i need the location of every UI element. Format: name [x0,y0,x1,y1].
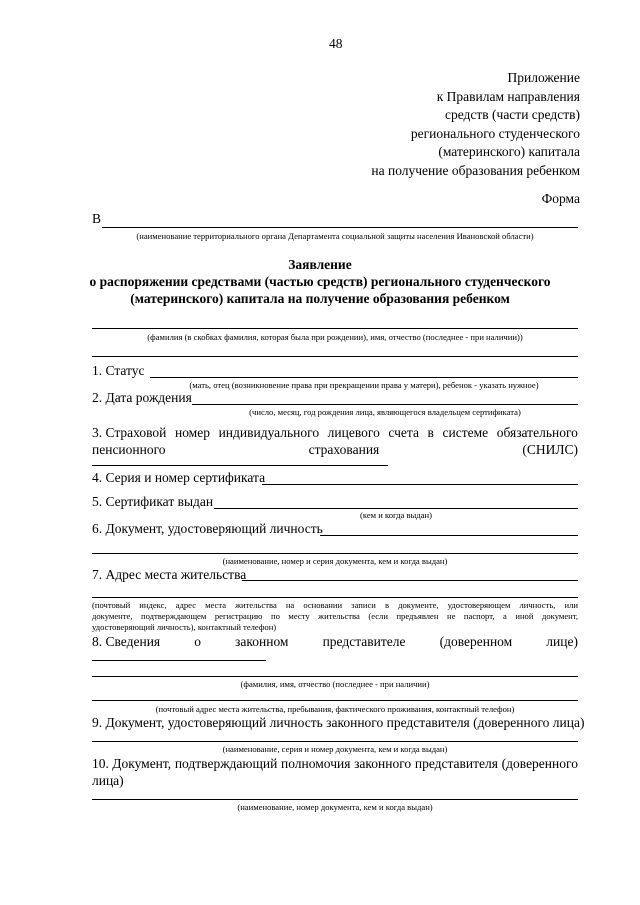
representative-address-hint: (почтовый адрес места жительства, пребывания, фактического проживания, контактный телефон) [155,704,515,714]
snils-word: 3. Страховой [92,425,167,440]
address-field-extra[interactable] [92,597,578,598]
address-hint: документе, подтверждающем регистрацию по месту жительства (если предъявлен не паспорт, а иной документ, [92,611,578,621]
representative-label [92,635,578,649]
addressee-field[interactable] [102,227,578,228]
authority-word: подтверждающий [174,756,278,771]
snils-field[interactable] [92,465,388,466]
applicant-name-field-extra[interactable] [92,356,578,357]
appendix-line: (материнского) капитала [438,144,580,159]
address-hint: (почтовый индекс, адрес места жительства на основании записи в документе, удостоверяющем личность, или [92,600,578,610]
appendix-block [371,69,580,180]
title-heading: Заявление [288,257,352,272]
snils-word: лицевого [327,425,380,440]
applicant-name-hint: (фамилия (в скобках фамилия, которая была при рождении), имя, отчество (последнее - при наличии)) [147,332,523,342]
authority-word: (доверенного [501,756,578,771]
snils-word: (СНИЛС) [522,442,578,457]
issued-hint: (кем и когда выдан) [360,510,432,520]
rep-word: 8. Сведения [92,634,161,649]
representative-doc-label: 9. Документ, удостоверяющий личность законного представителя (доверенного лица) [92,715,585,730]
page-number: 48 [329,36,343,51]
addressee-hint: (наименование территориального органа Департамента социальной защиты населения Ивановской области) [136,231,534,241]
authority-doc-hint: (наименование, номер документа, кем и когда выдан) [237,802,433,812]
snils-word: индивидуального [218,425,320,440]
address-hint: удостоверяющий личность), контактный телефон) [92,622,277,632]
identity-doc-field[interactable] [320,535,578,536]
status-hint: (мать, отец (возникновение права при прекращении права у матери), ребенок - указать нужное) [189,380,539,390]
issued-field[interactable] [214,508,578,509]
rep-word: лице) [546,634,578,649]
snils-word: номер [174,425,210,440]
identity-doc-hint: (наименование, номер и серия документа, кем и когда выдан) [222,556,448,566]
snils-word: в [427,425,434,440]
snils-word: счета [388,425,419,440]
authority-word: представителя [414,756,498,771]
representative-doc-field[interactable] [92,741,578,742]
snils-label-line1 [92,426,578,440]
status-field[interactable] [150,377,578,378]
rep-word: законном [235,634,289,649]
status-label: 1. Статус [92,363,145,378]
certificate-field[interactable] [262,484,578,485]
issued-label: 5. Сертификат выдан [92,494,214,509]
certificate-label: 4. Серия и номер сертификата [92,470,266,485]
snils-word: страхования [308,442,380,457]
applicant-name-field[interactable] [92,328,578,329]
representative-field[interactable] [92,660,266,661]
birth-date-label: 2. Дата рождения [92,390,192,405]
appendix-line: к Правилам направления [436,88,580,104]
rep-word: (доверенном [439,634,513,649]
form-label: Форма [541,191,580,206]
birth-date-field[interactable] [192,404,578,405]
address-label: 7. Адрес места жительства [92,567,247,582]
authority-doc-field[interactable] [92,799,578,800]
appendix-line: на получение образования ребенком [371,162,580,178]
birth-date-hint: (число, месяц, год рождения лица, являющегося владельцем сертификата) [249,407,521,417]
representative-address-field[interactable] [92,700,578,701]
authority-doc-label-line2: лица) [92,773,124,788]
authority-doc-label-line1 [92,757,578,771]
rep-word: представителе [322,634,406,649]
identity-doc-label: 6. Документ, удостоверяющий личность [92,521,323,536]
representative-name-hint: (фамилия, имя, отчество (последнее - при наличии) [240,679,430,689]
appendix-line: регионального студенческого [410,125,580,141]
appendix-line: Приложение [507,70,580,85]
authority-word: 10. Документ, [92,756,172,771]
appendix-line: средств (части средств) [444,107,580,122]
snils-label-line2 [92,443,578,457]
rep-word: о [194,634,201,649]
snils-word: системе [442,425,489,440]
title-line: о распоряжении средствами (частью средств) регионального студенческого [89,274,551,289]
snils-word: обязательного [496,425,578,440]
representative-doc-hint: (наименование, серия и номер документа, кем и когда выдан) [222,744,448,754]
snils-word: пенсионного [92,442,166,457]
representative-name-field[interactable] [92,676,578,677]
identity-doc-field-extra[interactable] [92,553,578,554]
authority-word: полномочия [281,756,351,771]
authority-word: законного [354,756,412,771]
title-line: (материнского) капитала на получение образования ребенком [130,291,510,306]
address-field[interactable] [242,580,578,581]
addressee-prefix: В [92,211,102,226]
